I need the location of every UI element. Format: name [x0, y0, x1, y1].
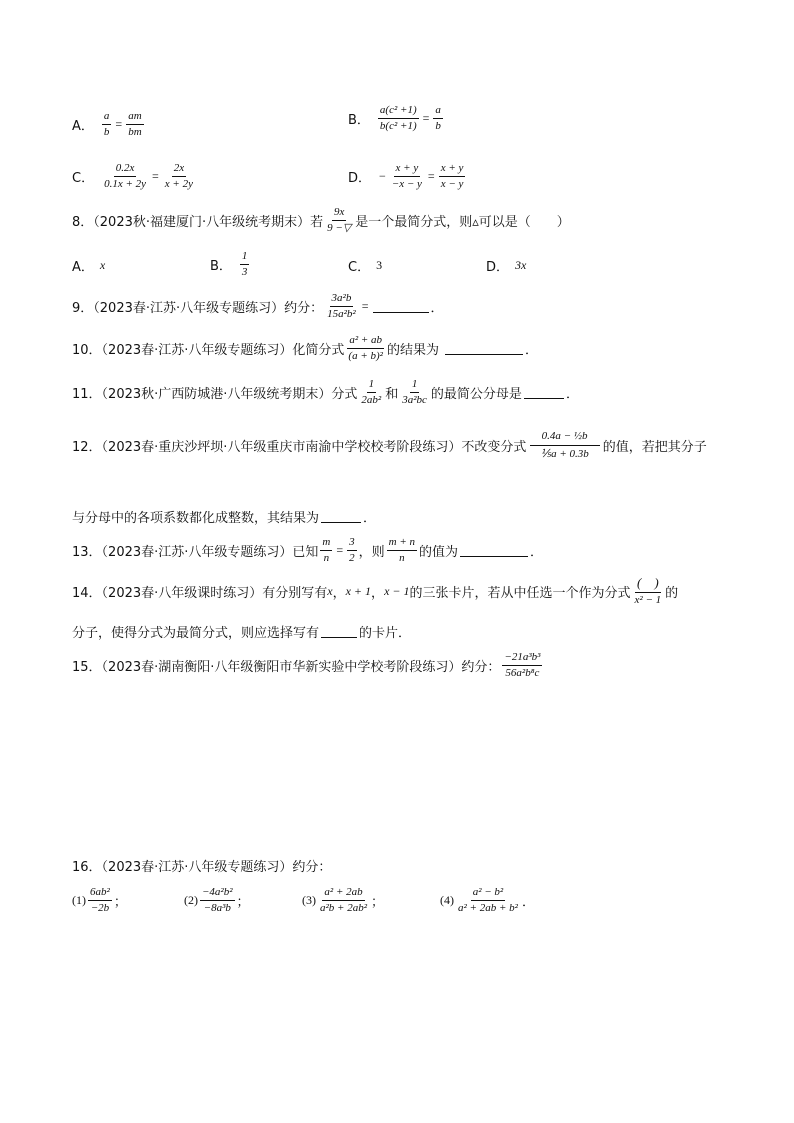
answer-blank[interactable] [321, 510, 361, 523]
fraction: $\frac{3}{2}$ [349, 536, 355, 564]
fraction: $\frac{am}{bm}$ [128, 110, 142, 138]
fraction: $\frac{0.2x}{0.1x + 2y}$ [104, 162, 147, 190]
fraction: $\frac{\text{−21a³b³}}{\text{56a²b⁸c}}$ [504, 651, 541, 679]
question-12: 12．（2023春·重庆沙坪坝·八年级重庆市南渝中学校校考阶段练习）不改变分式 $\frac{\text{0.4a − ½b}}{\text{⅕a + 0.3b}}$ 的值，若把其分子 [72, 430, 707, 460]
q16-item-3: (3) $\frac{\text{a² + 2ab}}{\text{a²b + 2ab²}}$ ； [302, 886, 385, 914]
answer-blank[interactable] [460, 544, 528, 557]
fraction: $\frac{\text{a² + ab}}{\text{(a + b)²}}$ [348, 334, 383, 362]
answer-blank[interactable] [373, 300, 429, 313]
fraction: $\frac{\text{6ab²}}{-2b}$ [90, 886, 110, 914]
option-label: A． [72, 118, 94, 134]
question-10: 10．（2023春·江苏·八年级专题练习）化简分式 $\frac{\text{a² + ab}}{\text{(a + b)²}}$ 的结果为 ． [72, 334, 538, 362]
fraction: $\frac{1}{\text{2ab²}}$ [361, 378, 382, 406]
fraction: $\frac{x + y}{x - y}$ [440, 162, 464, 190]
fraction: $\frac{\text{a² + 2ab}}{\text{a²b + 2ab²}}$ [320, 886, 368, 914]
fraction: $\frac{a}{b}$ [435, 104, 441, 132]
question-8: 8．（2023秋·福建厦门·八年级统考期末）若 $\frac{9x}{9 -▽}$ 是一个最简分式，则▵可以是（ ） [72, 206, 570, 234]
fraction: $\frac{9x}{9 -▽}$ [327, 206, 352, 234]
question-9: 9．（2023春·江苏·八年级专题练习）约分： $\frac{\text{3a²b}}{\text{15a²b²}}$ = ． [72, 292, 444, 320]
q8-option-d: D． 3x [486, 258, 527, 275]
fraction: $\frac{\text{3a²b}}{\text{15a²b²}}$ [327, 292, 356, 320]
q8-option-b: B． $\frac{1}{3}$ [210, 250, 248, 278]
option-label: B． [348, 112, 370, 128]
q8-option-a: A． x [72, 258, 106, 275]
answer-blank[interactable] [524, 386, 564, 399]
q16-item-4: (4) $\frac{\text{a² − b²}}{\text{a² + 2ab + b²}}$ ． [440, 886, 535, 914]
q7-option-c: C． $\frac{0.2x}{0.1x + 2y}$ = $\frac{2x}{x + 2y}$ [72, 162, 193, 190]
option-label: C． [72, 170, 95, 186]
q7-option-a: A． $\frac{a}{b}$ = $\frac{am}{bm}$ [72, 110, 142, 138]
q8-option-c: C． 3 [348, 258, 383, 275]
question-16: 16．（2023春·江苏·八年级专题练习）约分： [72, 860, 332, 875]
fraction: $\frac{\text{a² − b²}}{\text{a² + 2ab + b²}}$ [458, 886, 518, 914]
fraction: $\frac{\text{a(c² +1)}}{\text{b(c² +1)}}$ [379, 104, 417, 132]
answer-blank[interactable] [445, 342, 523, 355]
question-14-line2: 分子，使得分式为最简分式，则应选择写有 的卡片． [72, 626, 412, 641]
question-12-line2: 与分母中的各项系数都化成整数，其结果为 ． [72, 511, 377, 526]
fraction: $\frac{m}{n}$ [322, 536, 331, 564]
option-label: D． [348, 170, 372, 186]
question-14: 14．（2023春·八年级课时练习）有分别写有 x ， x + 1 ， x − 1 的三张卡片，若从中任选一个作为分式 $\frac{( )}{\text{x² − 1}}$ 的 [72, 575, 679, 606]
q7-option-b: B． $\frac{\text{a(c² +1)}}{\text{b(c² +1)}}$ = $\frac{a}{b}$ [348, 104, 441, 132]
fraction: $\frac{1}{3}$ [241, 250, 248, 278]
fraction: $\frac{a}{b}$ [103, 110, 110, 138]
fraction: $\frac{\text{−4a²b²}}{\text{−8a³b}}$ [202, 886, 233, 914]
fraction: $\frac{m + n}{n}$ [388, 536, 416, 564]
q16-item-1: (1) $\frac{\text{6ab²}}{-2b}$ ； [72, 886, 127, 914]
q7-option-d: D． − $\frac{x + y}{-x - y}$ = $\frac{x + y}{x - y}$ [348, 162, 464, 190]
fraction: $\frac{2x}{x + 2y}$ [164, 162, 193, 190]
question-11: 11．（2023秋·广西防城港·八年级统考期末）分式 $\frac{1}{\text{2ab²}}$ 和 $\frac{1}{\text{3a²bc}}$ 的最简公分母是 ． [72, 378, 579, 406]
question-15: 15．（2023春·湖南衡阳·八年级衡阳市华新实验中学校考阶段练习）约分： $\frac{\text{−21a³b³}}{\text{56a²b⁸c}}$ [72, 651, 541, 679]
q16-item-2: (2) $\frac{\text{−4a²b²}}{\text{−8a³b}}$ ； [184, 886, 250, 914]
fraction: $\frac{x + y}{-x - y}$ [391, 162, 422, 190]
answer-blank[interactable] [321, 625, 357, 638]
fraction: $\frac{\text{0.4a − ½b}}{\text{⅕a + 0.3b}}$ [528, 430, 600, 460]
fraction: $\frac{1}{\text{3a²bc}}$ [402, 378, 427, 406]
fraction: $\frac{( )}{\text{x² − 1}}$ [634, 575, 662, 606]
question-13: 13．（2023春·江苏·八年级专题练习）已知 $\frac{m}{n}$ = $\frac{3}{2}$ ，则 $\frac{m + n}{n}$ 的值为 ． [72, 536, 544, 564]
